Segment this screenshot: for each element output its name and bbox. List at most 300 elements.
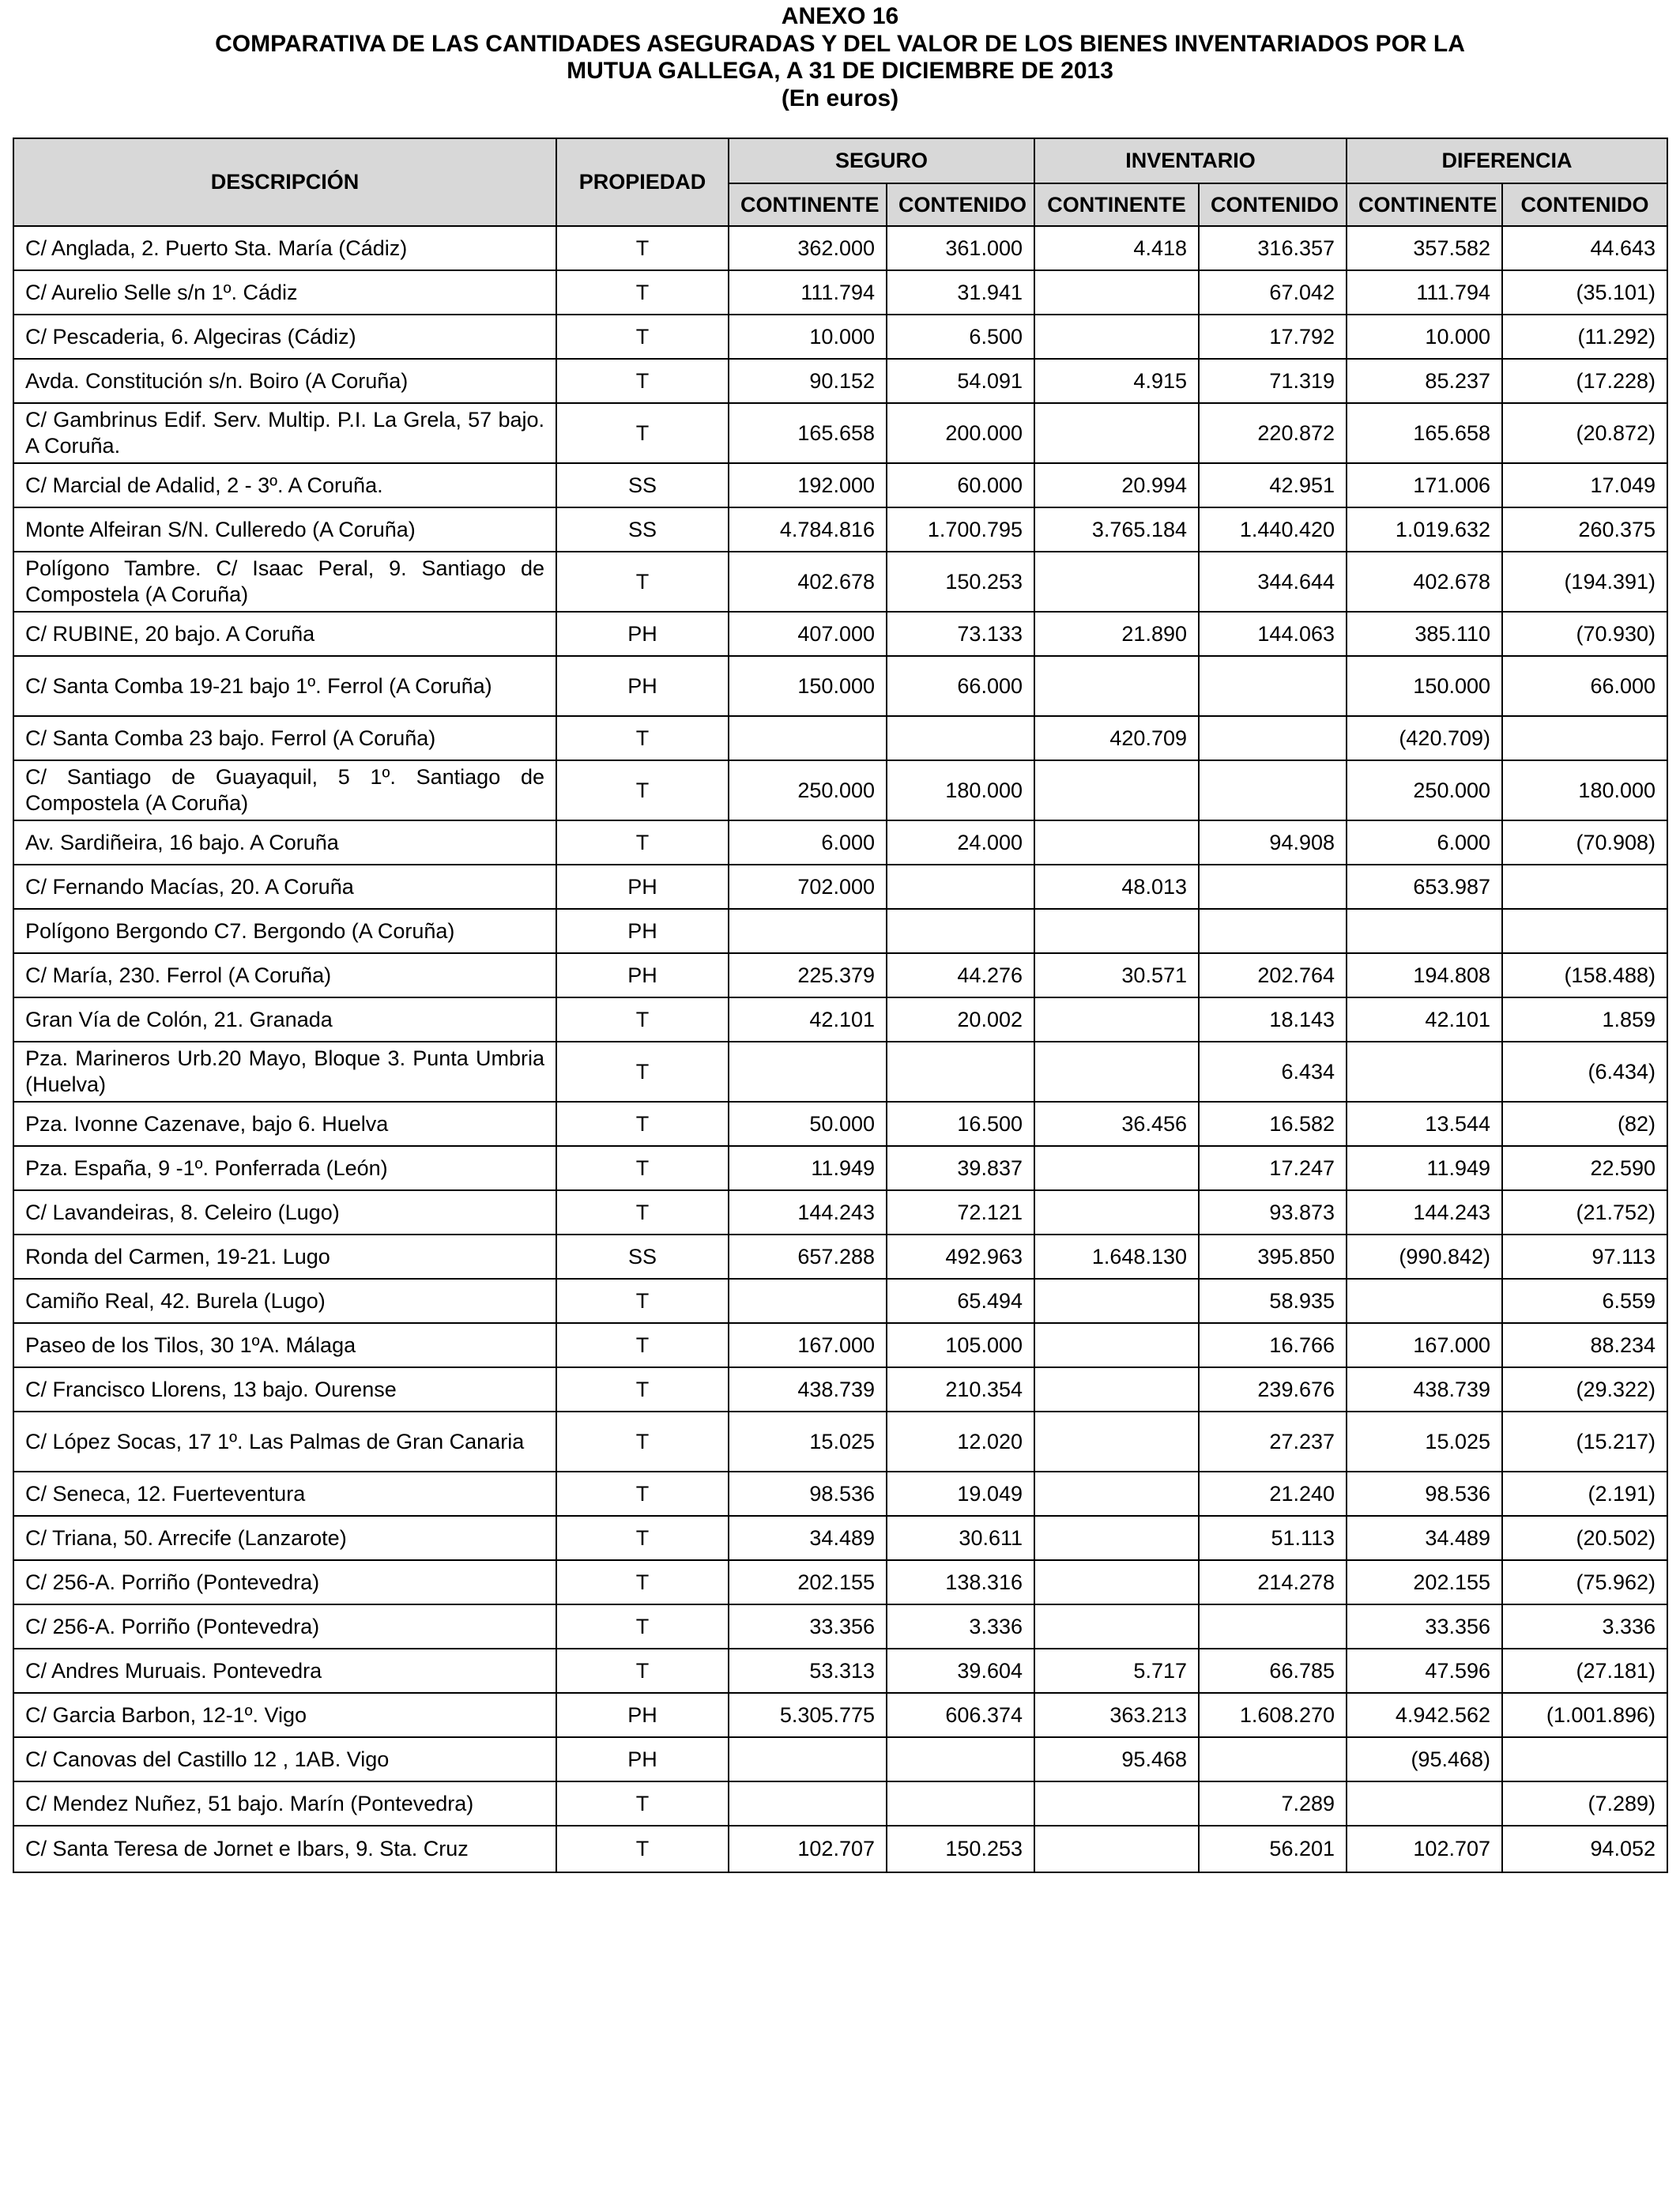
cell-inventario-contenido: 21.240 [1199,1472,1347,1516]
cell-diferencia-continente: 250.000 [1347,760,1502,820]
cell-seguro-continente [729,1279,887,1323]
cell-inventario-contenido: 7.289 [1199,1781,1347,1826]
header-diferencia-continente: CONTINENTE [1347,183,1502,226]
cell-propiedad: PH [556,865,729,909]
cell-descripcion: C/ María, 230. Ferrol (A Coruña) [13,953,556,997]
cell-inventario-contenido: 93.873 [1199,1190,1347,1235]
cell-inventario-continente: 4.418 [1034,226,1199,270]
cell-inventario-contenido: 16.766 [1199,1323,1347,1367]
cell-diferencia-contenido: 180.000 [1502,760,1667,820]
cell-diferencia-contenido: (70.930) [1502,612,1667,656]
cell-diferencia-continente: 357.582 [1347,226,1502,270]
cell-seguro-contenido: 150.253 [887,552,1034,612]
cell-diferencia-contenido: 22.590 [1502,1146,1667,1190]
cell-descripcion: C/ Santa Comba 19-21 bajo 1º. Ferrol (A Coruña) [13,656,556,716]
table-row [13,865,1667,909]
cell-seguro-continente [729,909,887,953]
cell-inventario-contenido: 94.908 [1199,820,1347,865]
cell-descripcion: C/ Triana, 50. Arrecife (Lanzarote) [13,1516,556,1560]
cell-diferencia-continente: 98.536 [1347,1472,1502,1516]
cell-inventario-continente [1034,1279,1199,1323]
cell-diferencia-continente [1347,1781,1502,1826]
cell-inventario-continente [1034,1412,1199,1472]
table-row [13,315,1667,359]
cell-inventario-contenido: 202.764 [1199,953,1347,997]
cell-inventario-continente [1034,1190,1199,1235]
cell-descripcion: Av. Sardiñeira, 16 bajo. A Coruña [13,820,556,865]
cell-descripcion: C/ Anglada, 2. Puerto Sta. María (Cádiz) [13,226,556,270]
cell-inventario-continente [1034,656,1199,716]
table-body [13,226,1667,1872]
table-row [13,1693,1667,1737]
cell-diferencia-continente: 111.794 [1347,270,1502,315]
cell-descripcion: C/ Francisco Llorens, 13 bajo. Ourense [13,1367,556,1412]
document-header [0,3,1680,112]
cell-seguro-continente: 225.379 [729,953,887,997]
cell-diferencia-continente: 165.658 [1347,403,1502,463]
cell-inventario-continente [1034,1367,1199,1412]
cell-inventario-continente: 1.648.130 [1034,1235,1199,1279]
cell-propiedad: PH [556,1737,729,1781]
cell-diferencia-continente: (420.709) [1347,716,1502,760]
cell-diferencia-contenido: (21.752) [1502,1190,1667,1235]
cell-seguro-contenido: 24.000 [887,820,1034,865]
cell-diferencia-continente [1347,909,1502,953]
cell-seguro-contenido: 3.336 [887,1604,1034,1649]
cell-propiedad: T [556,1826,729,1872]
cell-propiedad: T [556,760,729,820]
cell-inventario-contenido: 66.785 [1199,1649,1347,1693]
table-row [13,359,1667,403]
cell-diferencia-continente: 194.808 [1347,953,1502,997]
cell-descripcion: C/ Seneca, 12. Fuerteventura [13,1472,556,1516]
cell-descripcion: Monte Alfeiran S/N. Culleredo (A Coruña) [13,507,556,552]
cell-inventario-contenido [1199,1604,1347,1649]
cell-inventario-continente: 4.915 [1034,359,1199,403]
cell-inventario-contenido: 214.278 [1199,1560,1347,1604]
cell-diferencia-contenido: (15.217) [1502,1412,1667,1472]
cell-seguro-continente: 6.000 [729,820,887,865]
cell-diferencia-continente: 10.000 [1347,315,1502,359]
cell-diferencia-contenido: (158.488) [1502,953,1667,997]
table-row [13,1826,1667,1872]
cell-inventario-contenido: 344.644 [1199,552,1347,612]
table-row [13,507,1667,552]
cell-seguro-contenido [887,716,1034,760]
cell-diferencia-continente: 150.000 [1347,656,1502,716]
cell-diferencia-contenido: (27.181) [1502,1649,1667,1693]
cell-diferencia-contenido: (70.908) [1502,820,1667,865]
cell-propiedad: T [556,1604,729,1649]
cell-diferencia-contenido: (1.001.896) [1502,1693,1667,1737]
cell-inventario-continente [1034,1604,1199,1649]
cell-descripcion: C/ Andres Muruais. Pontevedra [13,1649,556,1693]
cell-seguro-continente: 4.784.816 [729,507,887,552]
cell-diferencia-continente: 102.707 [1347,1826,1502,1872]
annex-title: ANEXO 16 [781,3,899,29]
cell-seguro-continente: 102.707 [729,1826,887,1872]
cell-seguro-continente: 15.025 [729,1412,887,1472]
cell-seguro-continente [729,716,887,760]
cell-propiedad: T [556,315,729,359]
cell-diferencia-continente [1347,1042,1502,1102]
cell-descripcion: Pza. España, 9 -1º. Ponferrada (León) [13,1146,556,1190]
cell-propiedad: T [556,552,729,612]
cell-seguro-continente [729,1042,887,1102]
cell-seguro-contenido: 492.963 [887,1235,1034,1279]
header-propiedad: PROPIEDAD [556,138,729,226]
cell-inventario-continente: 20.994 [1034,463,1199,507]
cell-seguro-continente: 90.152 [729,359,887,403]
cell-inventario-continente [1034,1781,1199,1826]
document-title-line-2: MUTUA GALLEGA, A 31 DE DICIEMBRE DE 2013 [567,58,1113,84]
cell-seguro-contenido: 606.374 [887,1693,1034,1737]
cell-inventario-continente [1034,552,1199,612]
cell-diferencia-continente: 6.000 [1347,820,1502,865]
header-inventario-continente: CONTINENTE [1034,183,1199,226]
cell-seguro-contenido: 105.000 [887,1323,1034,1367]
cell-inventario-contenido: 16.582 [1199,1102,1347,1146]
table-row [13,1560,1667,1604]
cell-diferencia-contenido: (35.101) [1502,270,1667,315]
cell-descripcion: Gran Vía de Colón, 21. Granada [13,997,556,1042]
cell-propiedad: T [556,1367,729,1412]
cell-descripcion: C/ 256-A. Porriño (Pontevedra) [13,1604,556,1649]
cell-propiedad: PH [556,656,729,716]
cell-inventario-continente: 3.765.184 [1034,507,1199,552]
cell-inventario-continente [1034,1516,1199,1560]
cell-seguro-contenido [887,1042,1034,1102]
cell-inventario-continente: 36.456 [1034,1102,1199,1146]
cell-inventario-contenido: 67.042 [1199,270,1347,315]
cell-descripcion: C/ 256-A. Porriño (Pontevedra) [13,1560,556,1604]
cell-descripcion: C/ Fernando Macías, 20. A Coruña [13,865,556,909]
cell-seguro-contenido: 65.494 [887,1279,1034,1323]
cell-diferencia-contenido: (82) [1502,1102,1667,1146]
cell-propiedad: T [556,1412,729,1472]
cell-propiedad: T [556,1279,729,1323]
cell-inventario-continente: 95.468 [1034,1737,1199,1781]
cell-inventario-contenido: 395.850 [1199,1235,1347,1279]
cell-seguro-contenido: 44.276 [887,953,1034,997]
cell-seguro-continente: 702.000 [729,865,887,909]
cell-diferencia-continente: 202.155 [1347,1560,1502,1604]
cell-diferencia-contenido: (20.872) [1502,403,1667,463]
cell-diferencia-contenido [1502,909,1667,953]
cell-diferencia-contenido [1502,716,1667,760]
cell-diferencia-contenido: (75.962) [1502,1560,1667,1604]
cell-inventario-continente [1034,1146,1199,1190]
cell-inventario-contenido: 56.201 [1199,1826,1347,1872]
cell-seguro-contenido [887,1737,1034,1781]
cell-inventario-continente: 420.709 [1034,716,1199,760]
cell-propiedad: SS [556,463,729,507]
table-row [13,760,1667,820]
cell-inventario-continente [1034,760,1199,820]
cell-seguro-contenido: 60.000 [887,463,1034,507]
cell-propiedad: T [556,716,729,760]
cell-descripcion: C/ Lavandeiras, 8. Celeiro (Lugo) [13,1190,556,1235]
cell-descripcion: C/ Santiago de Guayaquil, 5 1º. Santiago de Compostela (A Coruña) [13,760,556,820]
cell-propiedad: SS [556,1235,729,1279]
cell-seguro-continente: 250.000 [729,760,887,820]
cell-diferencia-continente [1347,1279,1502,1323]
cell-inventario-contenido: 144.063 [1199,612,1347,656]
table-row [13,1737,1667,1781]
table-row [13,552,1667,612]
table-row [13,1781,1667,1826]
currency-note: (En euros) [781,85,899,111]
cell-inventario-contenido: 1.608.270 [1199,1693,1347,1737]
table-row [13,656,1667,716]
table-row [13,612,1667,656]
cell-descripcion: C/ Gambrinus Edif. Serv. Multip. P.I. La Grela, 57 bajo. A Coruña. [13,403,556,463]
cell-propiedad: T [556,403,729,463]
cell-seguro-continente: 53.313 [729,1649,887,1693]
cell-diferencia-continente: 47.596 [1347,1649,1502,1693]
cell-descripcion: Avda. Constitución s/n. Boiro (A Coruña) [13,359,556,403]
cell-propiedad: PH [556,953,729,997]
cell-inventario-contenido: 220.872 [1199,403,1347,463]
cell-descripcion: C/ Mendez Nuñez, 51 bajo. Marín (Pontevedra) [13,1781,556,1826]
cell-seguro-continente: 165.658 [729,403,887,463]
cell-seguro-continente: 438.739 [729,1367,887,1412]
cell-diferencia-contenido: (20.502) [1502,1516,1667,1560]
cell-seguro-contenido: 19.049 [887,1472,1034,1516]
cell-seguro-contenido: 20.002 [887,997,1034,1042]
cell-diferencia-continente: (990.842) [1347,1235,1502,1279]
cell-descripcion: Camiño Real, 42. Burela (Lugo) [13,1279,556,1323]
cell-propiedad: T [556,270,729,315]
cell-seguro-contenido: 72.121 [887,1190,1034,1235]
cell-propiedad: T [556,1190,729,1235]
cell-inventario-continente: 5.717 [1034,1649,1199,1693]
cell-inventario-contenido: 1.440.420 [1199,507,1347,552]
cell-inventario-contenido [1199,716,1347,760]
cell-descripcion: C/ Marcial de Adalid, 2 - 3º. A Coruña. [13,463,556,507]
cell-inventario-contenido: 71.319 [1199,359,1347,403]
cell-seguro-contenido: 1.700.795 [887,507,1034,552]
cell-seguro-continente: 11.949 [729,1146,887,1190]
cell-diferencia-continente: 167.000 [1347,1323,1502,1367]
cell-inventario-continente [1034,820,1199,865]
cell-inventario-continente [1034,1826,1199,1872]
cell-seguro-continente: 150.000 [729,656,887,716]
cell-seguro-contenido: 73.133 [887,612,1034,656]
cell-propiedad: PH [556,909,729,953]
table-row [13,1412,1667,1472]
table-row [13,270,1667,315]
cell-seguro-contenido: 66.000 [887,656,1034,716]
header-descripcion: DESCRIPCIÓN [13,138,556,226]
table-row [13,909,1667,953]
cell-inventario-continente [1034,1560,1199,1604]
cell-descripcion: C/ Pescaderia, 6. Algeciras (Cádiz) [13,315,556,359]
cell-descripcion: C/ Santa Comba 23 bajo. Ferrol (A Coruña) [13,716,556,760]
table-row [13,1323,1667,1367]
table-row [13,403,1667,463]
cell-diferencia-contenido: 6.559 [1502,1279,1667,1323]
cell-propiedad: T [556,1146,729,1190]
cell-inventario-contenido: 17.247 [1199,1146,1347,1190]
cell-descripcion: Pza. Ivonne Cazenave, bajo 6. Huelva [13,1102,556,1146]
cell-inventario-contenido: 58.935 [1199,1279,1347,1323]
cell-descripcion: C/ López Socas, 17 1º. Las Palmas de Gran Canaria [13,1412,556,1472]
cell-propiedad: T [556,1102,729,1146]
cell-inventario-contenido [1199,656,1347,716]
cell-inventario-contenido: 239.676 [1199,1367,1347,1412]
cell-propiedad: PH [556,612,729,656]
cell-seguro-continente [729,1781,887,1826]
cell-seguro-continente [729,1737,887,1781]
cell-inventario-contenido: 51.113 [1199,1516,1347,1560]
cell-diferencia-contenido: 88.234 [1502,1323,1667,1367]
cell-seguro-contenido [887,865,1034,909]
header-inventario-contenido: CONTENIDO [1199,183,1347,226]
cell-inventario-contenido: 42.951 [1199,463,1347,507]
cell-descripcion: Polígono Tambre. C/ Isaac Peral, 9. Santiago de Compostela (A Coruña) [13,552,556,612]
cell-seguro-contenido: 210.354 [887,1367,1034,1412]
cell-inventario-continente [1034,315,1199,359]
header-inventario: INVENTARIO [1034,138,1347,183]
cell-seguro-continente: 42.101 [729,997,887,1042]
cell-inventario-continente: 363.213 [1034,1693,1199,1737]
table-row [13,1472,1667,1516]
header-diferencia-contenido: CONTENIDO [1502,183,1667,226]
cell-diferencia-continente: 144.243 [1347,1190,1502,1235]
cell-diferencia-contenido: 97.113 [1502,1235,1667,1279]
cell-diferencia-contenido [1502,1737,1667,1781]
cell-diferencia-contenido: 66.000 [1502,656,1667,716]
table-row [13,1367,1667,1412]
table-row [13,1146,1667,1190]
cell-diferencia-continente: 4.942.562 [1347,1693,1502,1737]
cell-seguro-continente: 657.288 [729,1235,887,1279]
cell-diferencia-continente: (95.468) [1347,1737,1502,1781]
cell-descripcion: Pza. Marineros Urb.20 Mayo, Bloque 3. Punta Umbria (Huelva) [13,1042,556,1102]
table-row [13,463,1667,507]
cell-seguro-continente: 407.000 [729,612,887,656]
cell-seguro-continente: 98.536 [729,1472,887,1516]
cell-propiedad: PH [556,1693,729,1737]
cell-seguro-continente: 202.155 [729,1560,887,1604]
cell-inventario-continente [1034,997,1199,1042]
cell-seguro-contenido: 39.837 [887,1146,1034,1190]
cell-inventario-continente: 21.890 [1034,612,1199,656]
cell-descripcion: Ronda del Carmen, 19-21. Lugo [13,1235,556,1279]
cell-seguro-continente: 50.000 [729,1102,887,1146]
cell-seguro-contenido: 138.316 [887,1560,1034,1604]
cell-seguro-continente: 402.678 [729,552,887,612]
cell-inventario-contenido [1199,909,1347,953]
cell-seguro-contenido: 39.604 [887,1649,1034,1693]
cell-inventario-continente [1034,909,1199,953]
cell-inventario-contenido: 18.143 [1199,997,1347,1042]
cell-seguro-contenido: 150.253 [887,1826,1034,1872]
cell-diferencia-continente: 85.237 [1347,359,1502,403]
cell-descripcion: C/ RUBINE, 20 bajo. A Coruña [13,612,556,656]
cell-seguro-continente: 167.000 [729,1323,887,1367]
cell-seguro-continente: 33.356 [729,1604,887,1649]
cell-inventario-contenido: 316.357 [1199,226,1347,270]
cell-inventario-contenido [1199,865,1347,909]
cell-seguro-continente: 5.305.775 [729,1693,887,1737]
cell-descripcion: Paseo de los Tilos, 30 1ºA. Málaga [13,1323,556,1367]
cell-diferencia-contenido: 260.375 [1502,507,1667,552]
cell-seguro-continente: 10.000 [729,315,887,359]
cell-diferencia-continente: 1.019.632 [1347,507,1502,552]
cell-diferencia-continente: 11.949 [1347,1146,1502,1190]
cell-diferencia-contenido: (11.292) [1502,315,1667,359]
cell-seguro-contenido: 12.020 [887,1412,1034,1472]
table-row [13,226,1667,270]
cell-propiedad: T [556,1472,729,1516]
cell-inventario-continente [1034,1042,1199,1102]
cell-inventario-continente [1034,270,1199,315]
cell-descripcion: C/ Aurelio Selle s/n 1º. Cádiz [13,270,556,315]
table-row [13,1102,1667,1146]
cell-diferencia-contenido: 44.643 [1502,226,1667,270]
cell-seguro-contenido: 54.091 [887,359,1034,403]
table-row [13,1190,1667,1235]
table-row [13,820,1667,865]
cell-descripcion: Polígono Bergondo C7. Bergondo (A Coruña) [13,909,556,953]
cell-diferencia-contenido: 17.049 [1502,463,1667,507]
cell-propiedad: T [556,820,729,865]
table-row [13,1604,1667,1649]
cell-inventario-contenido: 17.792 [1199,315,1347,359]
header-seguro-contenido: CONTENIDO [887,183,1034,226]
cell-propiedad: T [556,1042,729,1102]
cell-inventario-contenido: 27.237 [1199,1412,1347,1472]
header-seguro: SEGURO [729,138,1034,183]
cell-inventario-contenido [1199,1737,1347,1781]
cell-diferencia-continente: 171.006 [1347,463,1502,507]
cell-seguro-contenido [887,1781,1034,1826]
cell-seguro-contenido [887,909,1034,953]
cell-diferencia-continente: 438.739 [1347,1367,1502,1412]
cell-diferencia-contenido: 3.336 [1502,1604,1667,1649]
cell-diferencia-contenido: 94.052 [1502,1826,1667,1872]
cell-seguro-continente: 34.489 [729,1516,887,1560]
cell-inventario-continente [1034,403,1199,463]
cell-descripcion: C/ Santa Teresa de Jornet e Ibars, 9. Sta. Cruz [13,1826,556,1872]
cell-descripcion: C/ Garcia Barbon, 12-1º. Vigo [13,1693,556,1737]
cell-seguro-continente: 192.000 [729,463,887,507]
cell-diferencia-continente: 402.678 [1347,552,1502,612]
cell-inventario-continente: 48.013 [1034,865,1199,909]
cell-diferencia-continente: 34.489 [1347,1516,1502,1560]
cell-seguro-continente: 144.243 [729,1190,887,1235]
cell-diferencia-contenido: (17.228) [1502,359,1667,403]
table-row [13,1279,1667,1323]
cell-diferencia-contenido: (7.289) [1502,1781,1667,1826]
cell-seguro-contenido: 16.500 [887,1102,1034,1146]
header-seguro-continente: CONTINENTE [729,183,887,226]
cell-diferencia-contenido: 1.859 [1502,997,1667,1042]
cell-diferencia-contenido: (2.191) [1502,1472,1667,1516]
cell-seguro-continente: 362.000 [729,226,887,270]
cell-propiedad: T [556,997,729,1042]
cell-seguro-contenido: 361.000 [887,226,1034,270]
table-row [13,1042,1667,1102]
cell-diferencia-continente: 385.110 [1347,612,1502,656]
cell-propiedad: T [556,1649,729,1693]
cell-diferencia-contenido: (6.434) [1502,1042,1667,1102]
header-diferencia: DIFERENCIA [1347,138,1667,183]
table-row [13,1649,1667,1693]
cell-propiedad: T [556,226,729,270]
